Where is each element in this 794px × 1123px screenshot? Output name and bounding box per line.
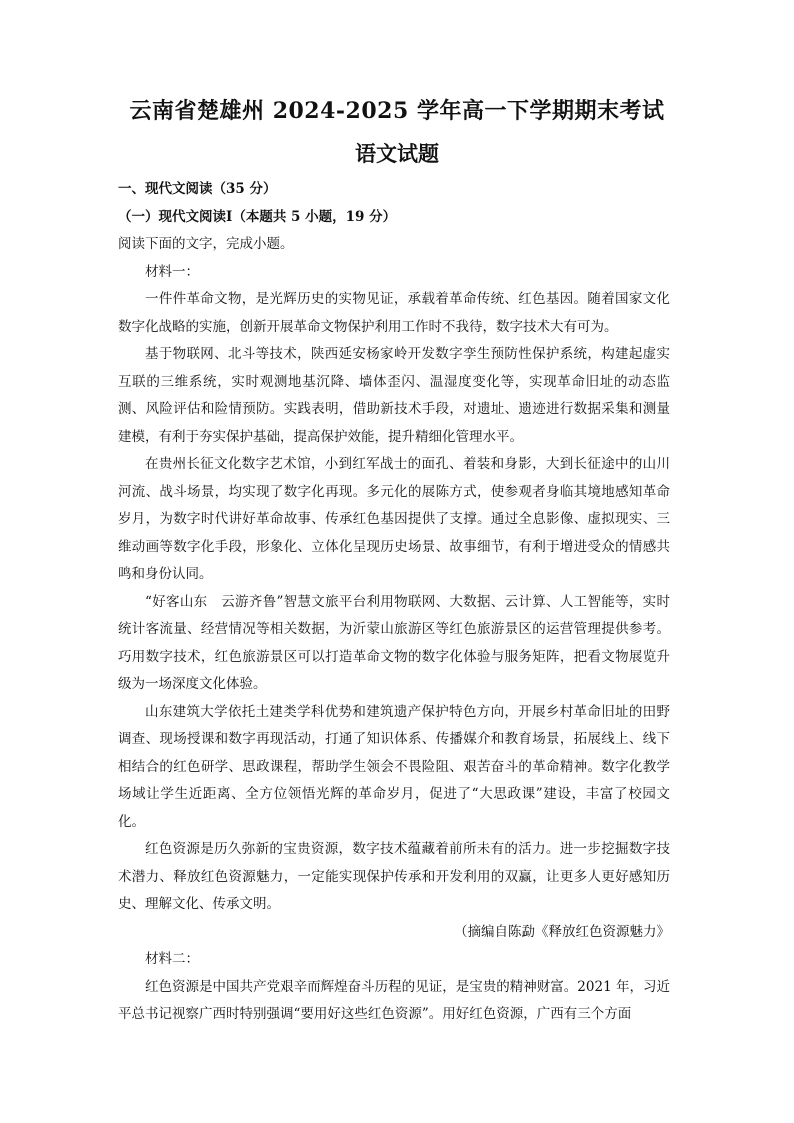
document-body <box>118 176 670 1029</box>
section-heading: 一、现代文阅读（35 分） <box>118 181 277 197</box>
source-citation: （摘编自陈勐《释放红色资源魅力》 <box>454 923 670 940</box>
paragraph: “好客山东 云游齐鲁”智慧文旅平台利用物联网、大数据、云计算、人工智能等，实时统计客流量、经营情况等相关数据，为沂蒙山旅游区等红色旅游景区的运营管理提供参考。巧用数字技术，红色旅游景区可以打造革命文物的数字化体验与服务矩阵，把看文物展览升级为一场深度文化体验。 <box>118 593 670 692</box>
paragraph: 在贵州长征文化数字艺术馆，小到红军战士的面孔、着装和身影，大到长征途中的山川河流、战斗场景，均实现了数字化再现。多元化的展陈方式，使参观者身临其境地感知革命岁月，为数字时代讲好革命故事、传承红色基因提供了支撑。通过全息影像、虚拟现实、三维动画等数字化手段，形象化、立体化呈现历史场景、故事细节，有利于增进受众的情感共鸣和身份认同。 <box>118 456 670 582</box>
material-label: 材料一： <box>145 263 199 280</box>
exam-title: 云南省楚雄州 2024-2025 学年高一下学期期末考试 <box>129 98 665 124</box>
exam-subtitle: 语文试题 <box>355 141 439 166</box>
paragraph: 基于物联网、北斗等技术，陕西延安杨家岭开发数字孪生预防性保护系统，构建起虚实互联的三维系统，实时观测地基沉降、墙体歪闪、温湿度变化等，实现革命旧址的动态监测、风险评估和险情预防。实践表明，借助新技术手段，对遗址、遗迹进行数据采集和测量建模，有利于夯实保护基础，提高保护效能，提升精细化管理水平。 <box>118 346 670 445</box>
paragraph: 一件件革命文物，是光辉历史的实物见证，承载着革命传统、红色基因。随着国家文化数字化战略的实施，创新开展革命文物保护利用工作时不我待，数字技术大有可为。 <box>118 291 670 335</box>
paragraph: 红色资源是中国共产党艰辛而辉煌奋斗历程的见证，是宝贵的精神财富。2021 年，习近平总书记视察广西时特别强调“要用好这些红色资源”。用好红色资源，广西有三个方面 <box>118 978 670 1022</box>
paragraph: 红色资源是历久弥新的宝贵资源，数字技术蕴藏着前所未有的活力。进一步挖掘数字技术潜力、释放红色资源魅力，一定能实现保护传承和开发利用的双赢，让更多人更好感知历史、理解文化、传承文明。 <box>118 841 670 912</box>
instruction-text: 阅读下面的文字，完成小题。 <box>118 236 294 252</box>
paragraph: 山东建筑大学依托土建类学科优势和建筑遗产保护特色方向，开展乡村革命旧址的田野调查、现场授课和数字再现活动，打通了知识体系、传播媒介和教育场景，拓展线上、线下相结合的红色研学、思政课程，帮助学生领会不畏险阻、艰苦奋斗的革命精神。数字化教学场域让学生近距离、全方位领悟光辉的革命岁月，促进了“大思政课”建设，丰富了校园文化。 <box>118 703 670 830</box>
material-label: 材料二： <box>145 951 199 967</box>
subsection-heading: （一）现代文阅读Ⅰ（本题共 5 小题，19 分） <box>118 208 397 225</box>
